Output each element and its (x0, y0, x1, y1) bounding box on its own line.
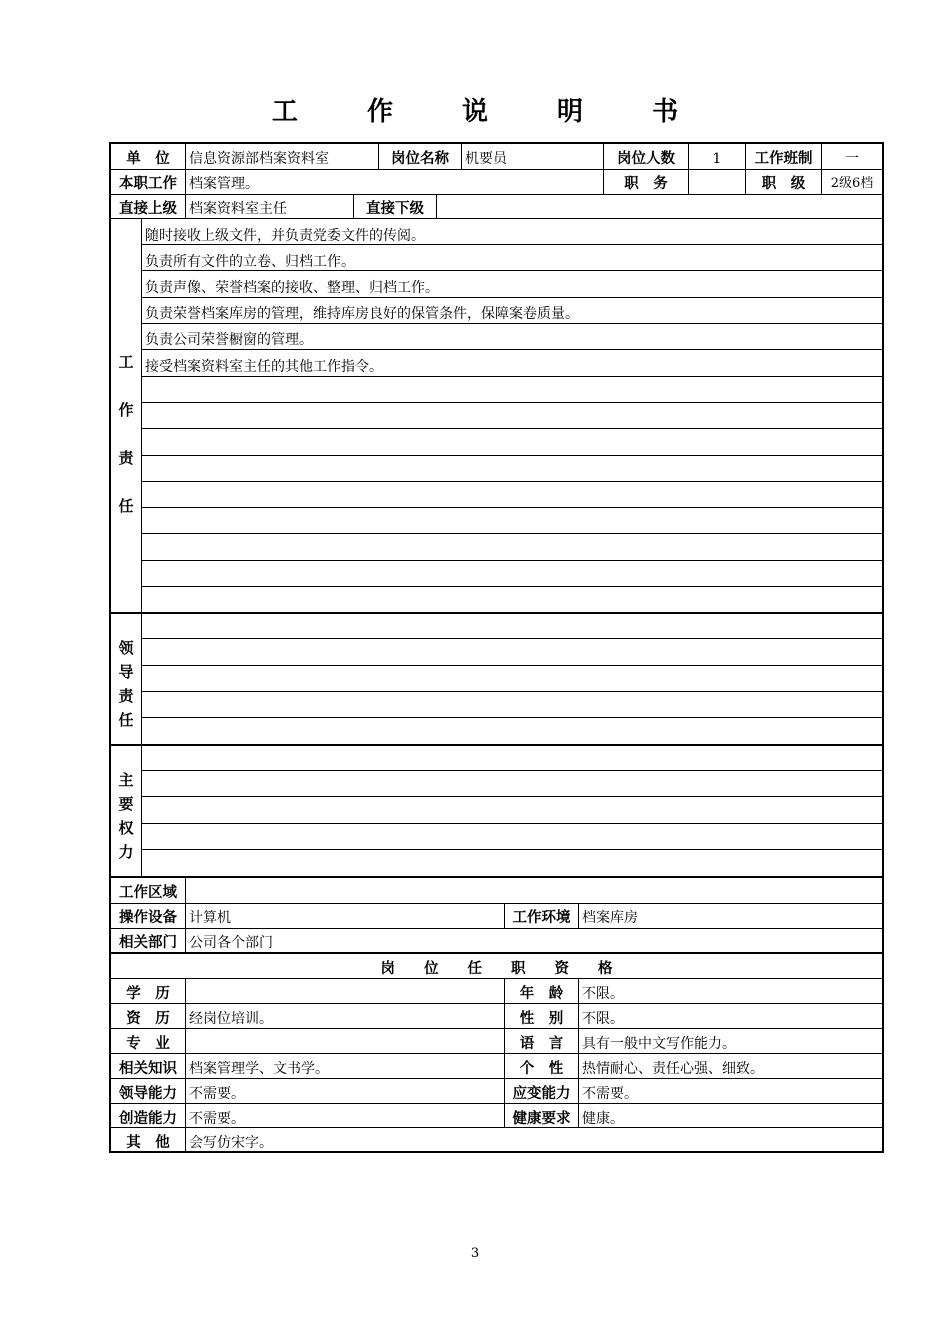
experience-label: 资 历 (126, 1011, 170, 1027)
responsibility-item: 随时接收上级文件，并负责党委文件的传阅。 (145, 228, 425, 244)
env-value: 档案库房 (582, 910, 638, 926)
area-label: 工作区域 (119, 885, 177, 901)
equipment-value: 计算机 (189, 910, 231, 926)
document-title: 工 作 说 明 书 (271, 97, 709, 127)
row-divider (109, 1053, 884, 1054)
label-char: 责 (118, 687, 134, 705)
responsibility-line (141, 376, 884, 377)
responsibility-line (141, 533, 884, 534)
creativity-label: 创造能力 (119, 1111, 177, 1127)
leadership-label (111, 636, 141, 732)
label-char: 导 (118, 663, 134, 681)
responsibility-line (141, 323, 884, 324)
equipment-label: 操作设备 (119, 910, 177, 926)
responsibility-item: 负责荣誉档案库房的管理，维持库房良好的保管条件，保障案卷质量。 (145, 306, 579, 322)
responsibility-item: 负责公司荣誉橱窗的管理。 (145, 332, 313, 348)
education-label: 学 历 (126, 986, 170, 1002)
col-divider (436, 194, 437, 219)
responsibility-line (141, 402, 884, 403)
knowledge-label: 相关知识 (119, 1061, 177, 1077)
leadership-line (141, 717, 884, 718)
row-divider (109, 218, 884, 219)
unit-value: 信息资源部档案资料室 (189, 151, 329, 167)
other-label: 其 他 (126, 1135, 170, 1151)
label-char: 责 (118, 449, 134, 467)
section-divider (109, 744, 884, 746)
dept-value: 公司各个部门 (189, 935, 273, 951)
responsibility-item: 负责所有文件的立卷、归档工作。 (145, 254, 355, 270)
responsibility-line (141, 481, 884, 482)
responsibility-line (141, 297, 884, 298)
headcount-value: 1 (712, 151, 722, 167)
responsibility-line (141, 349, 884, 350)
age-label: 年 龄 (519, 986, 564, 1002)
row-divider (109, 1103, 884, 1104)
personality-label: 个 性 (519, 1061, 564, 1077)
major-label: 专 业 (126, 1036, 170, 1052)
responsibility-line (141, 586, 884, 587)
dept-label: 相关部门 (119, 935, 177, 951)
gender-value: 不限。 (582, 1011, 624, 1027)
label-char: 主 (118, 771, 134, 789)
adaptability-value: 不需要。 (582, 1086, 638, 1102)
subordinate-label: 直接下级 (366, 201, 424, 217)
duty-label: 本职工作 (119, 176, 177, 192)
page-number: 3 (470, 1246, 480, 1261)
row-divider (109, 928, 884, 929)
headcount-label: 岗位人数 (617, 151, 675, 167)
knowledge-value: 档案管理学、文书学。 (189, 1061, 329, 1077)
authority-line (141, 796, 884, 797)
personality-value: 热情耐心、责任心强、细致。 (582, 1061, 764, 1077)
creativity-value: 不需要。 (189, 1111, 245, 1127)
responsibility-line (141, 455, 884, 456)
experience-value: 经岗位培训。 (189, 1011, 273, 1027)
row-divider (109, 903, 884, 904)
adaptability-label: 应变能力 (512, 1086, 571, 1102)
duty-value: 档案管理。 (189, 176, 259, 192)
row-divider (109, 169, 884, 170)
shift-value: 一 (845, 151, 859, 167)
authority-line (141, 770, 884, 771)
position-label: 岗位名称 (391, 151, 449, 167)
superior-value: 档案资料室主任 (189, 201, 287, 217)
row-divider (109, 194, 884, 195)
leadership-line (141, 638, 884, 639)
responsibility-line (141, 560, 884, 561)
label-char: 任 (118, 711, 134, 729)
env-label: 工作环境 (512, 910, 571, 926)
position-value: 机要员 (465, 151, 507, 167)
leadership-line (141, 665, 884, 666)
leadership-ability-label: 领导能力 (119, 1086, 177, 1102)
responsibility-item: 接受档案资料室主任的其他工作指令。 (145, 359, 383, 375)
grade-value: 2级6档 (830, 176, 874, 191)
row-divider (109, 1003, 884, 1004)
section-divider (109, 952, 884, 954)
label-char: 工 (118, 353, 134, 371)
row-divider (109, 1078, 884, 1079)
label-char: 力 (118, 843, 134, 861)
label-char: 领 (118, 639, 134, 657)
leadership-line (141, 691, 884, 692)
language-value: 具有一般中文写作能力。 (582, 1036, 736, 1052)
post-label: 职 务 (624, 176, 668, 192)
row-divider (109, 978, 884, 979)
authority-line (141, 849, 884, 850)
responsibility-line (141, 428, 884, 429)
section-divider (109, 876, 884, 878)
grade-label: 职 级 (761, 176, 806, 192)
health-value: 健康。 (582, 1111, 624, 1127)
leadership-ability-value: 不需要。 (189, 1086, 245, 1102)
health-label: 健康要求 (512, 1111, 571, 1127)
row-divider (109, 1028, 884, 1029)
gender-label: 性 别 (519, 1011, 564, 1027)
age-value: 不限。 (582, 986, 624, 1002)
qualifications-heading: 岗 位 任 职 资 格 (380, 961, 613, 977)
section-divider (109, 612, 884, 614)
label-char: 任 (118, 497, 134, 515)
shift-label: 工作班制 (754, 151, 813, 167)
authority-label (111, 768, 141, 864)
label-char: 作 (118, 401, 134, 419)
authority-line (141, 823, 884, 824)
language-label: 语 言 (519, 1036, 564, 1052)
responsibilities-label (111, 338, 141, 530)
label-char: 权 (118, 819, 134, 837)
responsibility-item: 负责声像、荣誉档案的接收、整理、归档工作。 (145, 280, 439, 296)
responsibility-line (141, 507, 884, 508)
unit-label: 单 位 (126, 151, 170, 167)
label-char: 要 (118, 795, 134, 813)
superior-label: 直接上级 (119, 201, 177, 217)
other-value: 会写仿宋字。 (189, 1135, 273, 1151)
